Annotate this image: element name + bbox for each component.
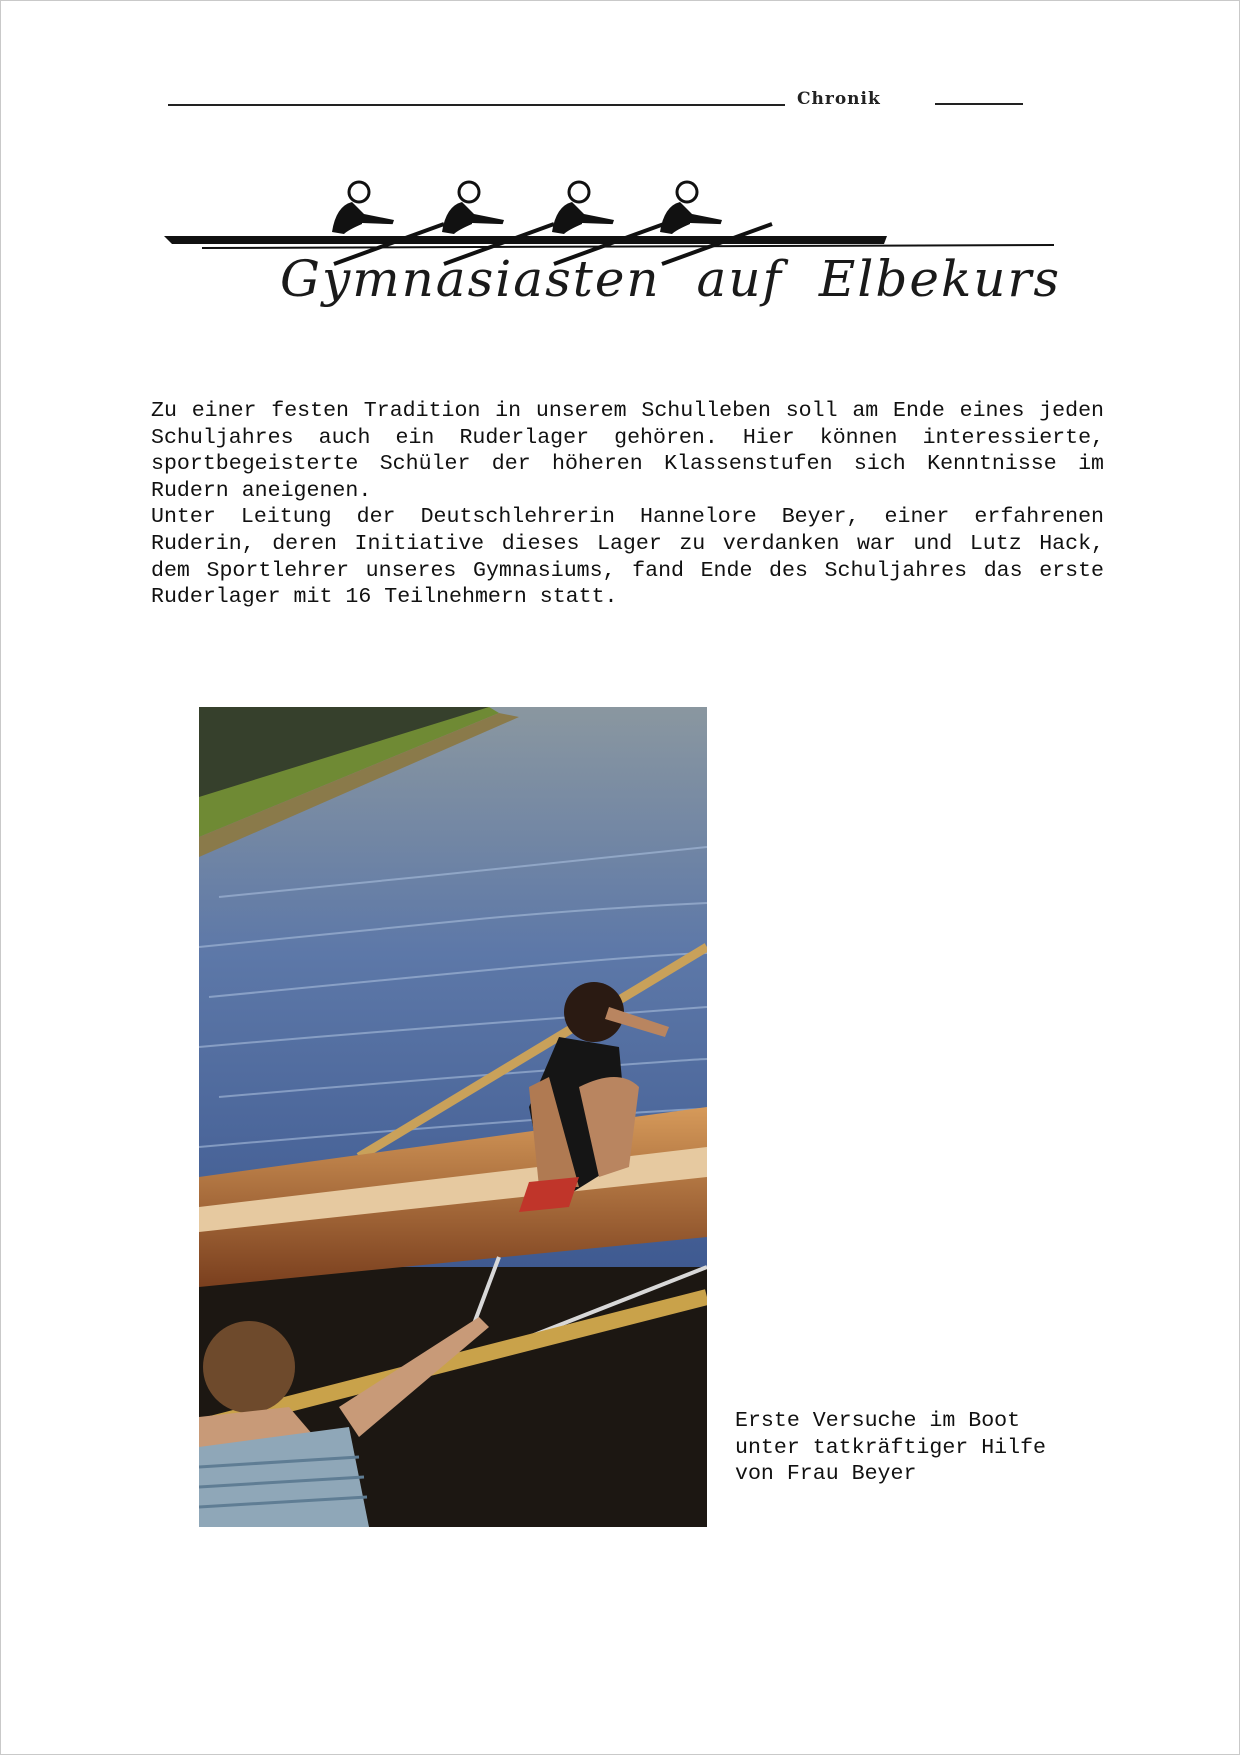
caption-line: von Frau Beyer	[735, 1462, 917, 1487]
caption-line: Erste Versuche im Boot	[735, 1409, 1021, 1433]
header-rule-end	[935, 103, 1023, 105]
caption-line: unter tatkräftiger Hilfe	[735, 1435, 1047, 1460]
article-title: Gymnasiasten auf Elbekurs	[280, 250, 1062, 308]
photo-caption	[735, 1408, 1046, 1488]
header-rule	[168, 104, 785, 106]
section-label: Chronik	[797, 89, 881, 109]
article-body	[151, 398, 1104, 611]
rowing-photo	[199, 707, 707, 1527]
paragraph-1: Zu einer festen Tradition in unserem Schulleben soll am Ende eines jeden Schuljahres auch ein Ruderlager gehören. Hier können interessierte, sportbegeisterte Schüler der höheren Klassenstufen sich Kenntnisse im Rudern aneigenen.	[151, 399, 1104, 503]
paragraph-2: Unter Leitung der Deutschlehrerin Hannelore Beyer, einer erfahrenen Ruderin, deren Initiative dieses Lager zu verdanken war und Lutz Hack, dem Sportlehrer unseres Gymnasiums, fand Ende des Schuljahres das erste Ruderlager mit 16 Teilnehmern statt.	[151, 505, 1104, 610]
